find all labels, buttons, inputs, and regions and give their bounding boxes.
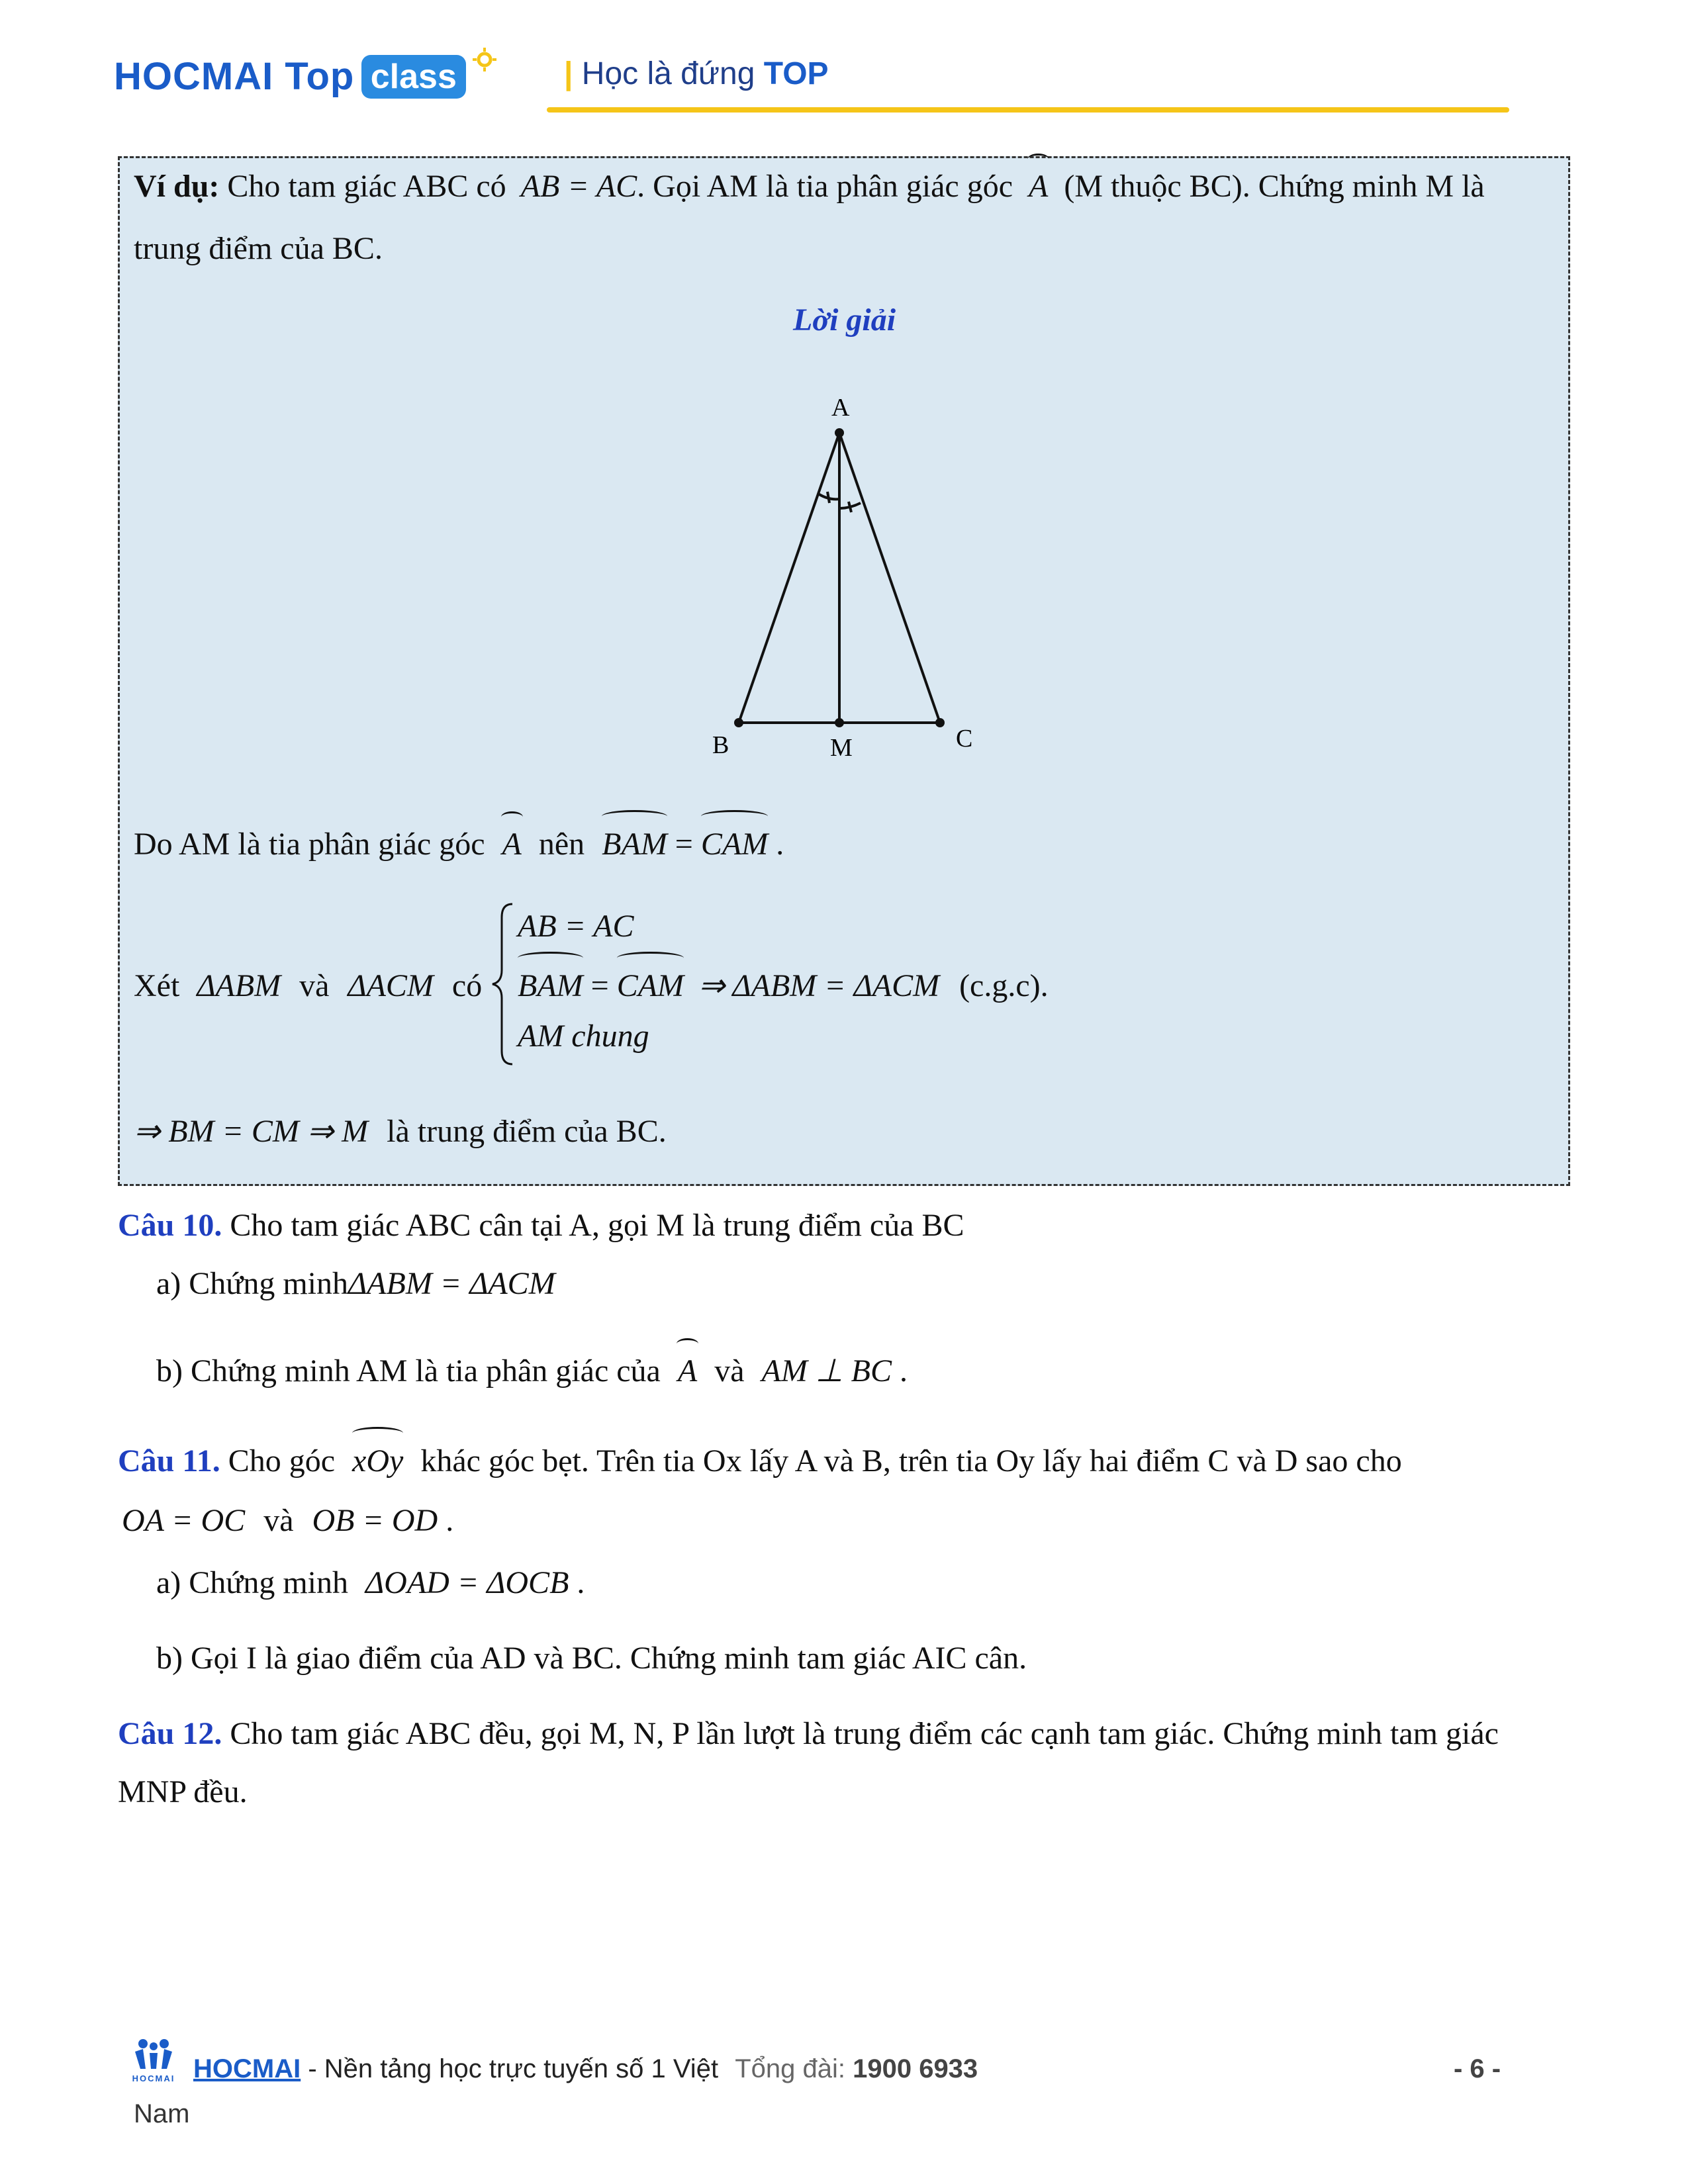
- q10-a: a) Chứng minhΔABM = ΔACM: [156, 1266, 555, 1301]
- footer-logo-text: HOCMAI: [132, 2073, 175, 2083]
- q10-label: Câu 10.: [118, 1208, 222, 1243]
- example-line-2: trung điểm của BC.: [134, 231, 383, 266]
- header-tagline: | Học là đứng TOP: [564, 56, 829, 91]
- brand-badge: class: [361, 55, 466, 99]
- brand-main: HOCMAI Top: [114, 55, 355, 98]
- footer-line: HOCMAI - Nền tảng học trực tuyến số 1 Việt Tổng đài: 1900 6933: [193, 2054, 978, 2083]
- page-number: - 6 -: [1454, 2054, 1501, 2083]
- header-logo: [114, 54, 466, 107]
- q11-line-2: OA = OC và OB = OD .: [122, 1503, 454, 1538]
- q11-a: a) Chứng minh ΔOAD = ΔOCB .: [156, 1565, 585, 1600]
- xet-line: Xét ΔABM và ΔACM có: [134, 968, 483, 1003]
- label-b: B: [712, 731, 729, 759]
- example-line-1: Ví dụ: Cho tam giác ABC có AB = AC. Gọi AM là tia phân giác góc A (M thuộc BC). Chứng minh M là: [134, 167, 1485, 206]
- footer-brand-link[interactable]: HOCMAI: [193, 2054, 301, 2083]
- solution-title: Lời giải: [793, 302, 896, 338]
- example-label: Ví dụ:: [134, 169, 220, 204]
- label-m: M: [830, 734, 853, 761]
- tagline-prefix: Học là đứng: [581, 56, 755, 91]
- conclusion-line: ⇒ BM = CM ⇒ M là trung điểm của BC.: [134, 1114, 667, 1149]
- sun-icon: [471, 46, 498, 73]
- system-row-1: AB = AC: [518, 909, 634, 944]
- label-a: A: [831, 394, 850, 422]
- q10-b: b) Chứng minh AM là tia phân giác của A và AM ⊥ BC .: [156, 1351, 908, 1391]
- header-underline: [547, 107, 1509, 113]
- do-line: Do AM là tia phân giác góc A nên BAM = CAM .: [134, 825, 784, 864]
- system-row-2: BAM = CAM ⇒ ΔABM = ΔACM (c.g.c).: [518, 966, 1049, 1006]
- q11-label: Câu 11.: [118, 1443, 220, 1479]
- system-brace: [490, 901, 516, 1067]
- label-c: C: [956, 725, 973, 752]
- footer-nam: Nam: [134, 2099, 190, 2128]
- q12-label: Câu 12.: [118, 1716, 222, 1751]
- q11-line: Câu 11. Cho góc xOy khác góc bẹt. Trên tia Ox lấy A và B, trên tia Oy lấy hai điểm C và D sao cho: [118, 1441, 1402, 1481]
- q11-b: b) Gọi I là giao điểm của AD và BC. Chứng minh tam giác AIC cân.: [156, 1641, 1027, 1676]
- tagline-strong: TOP: [763, 56, 829, 91]
- triangle-figure: [675, 390, 1006, 761]
- q12-line: Câu 12. Cho tam giác ABC đều, gọi M, N, P lần lượt là trung điểm các cạnh tam giác. Chứng minh tam giác: [118, 1716, 1499, 1751]
- system-row-3: AM chung: [518, 1019, 649, 1054]
- q12-line-2: MNP đều.: [118, 1774, 248, 1809]
- q10-line: Câu 10. Cho tam giác ABC cân tại A, gọi M là trung điểm của BC: [118, 1208, 964, 1243]
- people-icon: [130, 2037, 177, 2070]
- angle-a: A: [1029, 167, 1048, 206]
- footer-logo: [130, 2037, 177, 2083]
